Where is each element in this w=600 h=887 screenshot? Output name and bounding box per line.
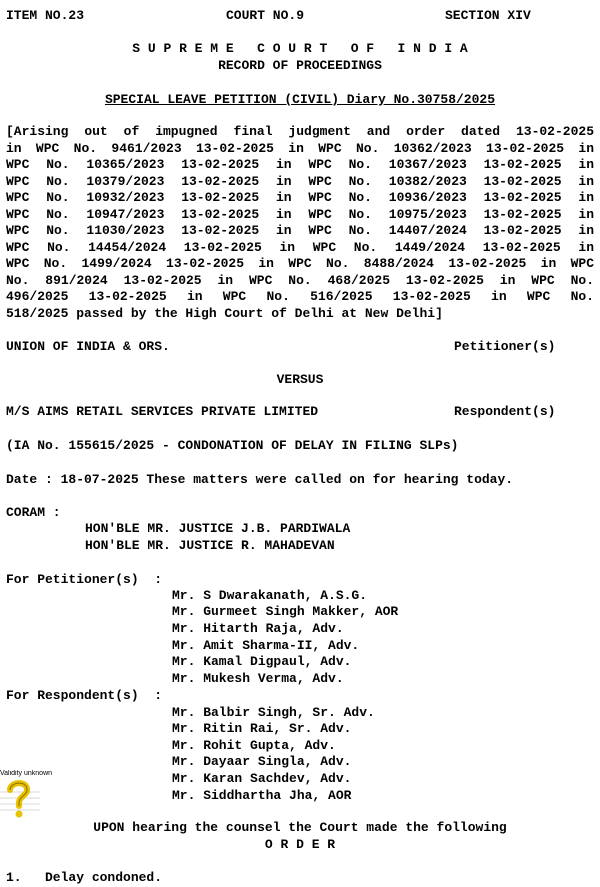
arising-line: WPC No. 1499/2024 13-02-2025 in WPC No. 8488/2024 13-02-2025 in WPC [6,256,594,271]
arising-line: WPC No. 10932/2023 13-02-2025 in WPC No. 10936/2023 13-02-2025 in [6,190,594,205]
respondent-counsel: Mr. Siddhartha Jha, AOR [172,788,352,803]
respondent-role: Respondent(s) [454,404,556,419]
order-item: 1. Delay condoned. [6,870,163,885]
arising-paragraph [6,124,594,322]
order-heading: O R D E R [264,837,336,852]
respondent-counsel: Mr. Karan Sachdev, Adv. [172,771,352,786]
arising-line: 496/2025 13-02-2025 in WPC No. 516/2025 13-02-2025 in WPC No. [6,289,594,304]
item-number: ITEM NO.23 [6,8,85,23]
petitioner-name: UNION OF INDIA & ORS. [6,339,170,354]
coram-label: CORAM : [6,505,61,520]
respondent-counsel: Mr. Rohit Gupta, Adv. [172,738,336,753]
digital-signature-badge [0,770,56,820]
respondent-counsel: Mr. Dayaar Singla, Adv. [172,754,352,769]
court-name: S U P R E M E C O U R T O F I N D I A [132,41,468,56]
header [6,8,594,24]
arising-line: 518/2025 passed by the High Court of Delhi at New Delhi] [6,305,443,321]
section: SECTION XIV [445,8,531,23]
signature-validity-text: Validity unknown [0,770,53,777]
arising-line: [Arising out of impugned final judgment and order dated 13-02-2025 [6,124,594,139]
petitioner-role: Petitioner(s) [454,339,556,354]
judge-2: HON'BLE MR. JUSTICE R. MAHADEVAN [85,538,335,553]
date-line: Date : 18-07-2025 These matters were called on for hearing today. [6,472,514,487]
petitioner-counsel: Mr. Kamal Digpaul, Adv. [172,654,352,669]
arising-line: No. 891/2024 13-02-2025 in WPC No. 468/2025 13-02-2025 in WPC No. [6,272,594,288]
for-respondent-label: For Respondent(s) : [6,688,163,703]
petitioner-counsel: Mr. Amit Sharma-II, Adv. [172,638,360,653]
petitioner-row [6,339,594,355]
judge-1: HON'BLE MR. JUSTICE J.B. PARDIWALA [85,521,351,536]
arising-line: WPC No. 10365/2023 13-02-2025 in WPC No. 10367/2023 13-02-2025 in [6,157,594,172]
respondent-counsel: Mr. Balbir Singh, Sr. Adv. [172,705,375,720]
arising-line: WPC No. 10947/2023 13-02-2025 in WPC No. 10975/2023 13-02-2025 in [6,206,594,222]
question-mark-icon [0,778,56,820]
versus: VERSUS [276,372,324,387]
arising-line: in WPC No. 9461/2023 13-02-2025 in WPC No. 10362/2023 13-02-2025 in [6,140,594,156]
record-title: RECORD OF PROCEEDINGS [218,58,382,73]
respondent-name: M/S AIMS RETAIL SERVICES PRIVATE LIMITED [6,404,319,419]
respondent-row [6,404,594,420]
interlocutory-application: (IA No. 155615/2025 - CONDONATION OF DELAY IN FILING SLPs) [6,438,459,453]
arising-line: WPC No. 14454/2024 13-02-2025 in WPC No. 1449/2024 13-02-2025 in [6,239,594,255]
petitioner-counsel: Mr. Hitarth Raja, Adv. [172,621,344,636]
petitioner-counsel: Mr. Gurmeet Singh Makker, AOR [172,604,399,619]
court-number: COURT NO.9 [226,8,305,23]
petitioner-counsel: Mr. S Dwarakanath, A.S.G. [172,588,368,603]
upon-hearing: UPON hearing the counsel the Court made the following [93,820,507,835]
petitioner-counsel: Mr. Mukesh Verma, Adv. [172,671,344,686]
arising-line: WPC No. 10379/2023 13-02-2025 in WPC No. 10382/2023 13-02-2025 in [6,173,594,189]
arising-line: WPC No. 11030/2023 13-02-2025 in WPC No. 14407/2024 13-02-2025 in [6,223,594,238]
case-title: SPECIAL LEAVE PETITION (CIVIL) Diary No.30758/2025 [104,92,496,107]
respondent-counsel: Mr. Ritin Rai, Sr. Adv. [172,721,352,736]
for-petitioner-label: For Petitioner(s) : [6,572,163,587]
